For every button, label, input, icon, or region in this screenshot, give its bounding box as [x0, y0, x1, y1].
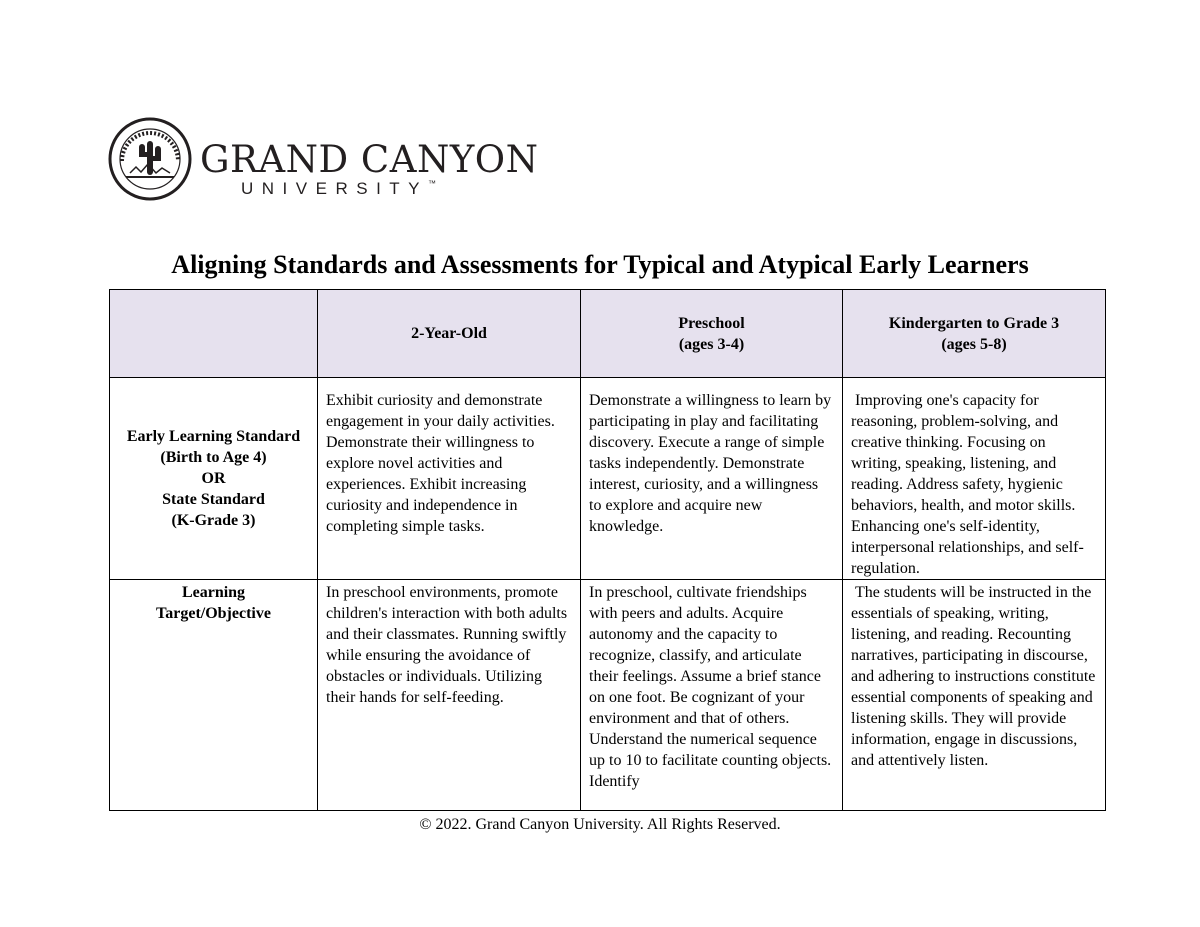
- cell-objective-kindergarten: [843, 580, 1106, 811]
- row-label-line: Early Learning Standard: [126, 428, 301, 445]
- cell-objective-2-year-old: [318, 580, 581, 811]
- table-row: [110, 378, 1106, 580]
- row-label-standard: [110, 378, 318, 580]
- cell-standard-2-year-old: [318, 378, 581, 580]
- header-preschool: [581, 290, 843, 378]
- header-preschool-label: Preschool: [678, 314, 745, 332]
- cell-text: The students will be instructed in the essentials of speaking, writing, listening, and reading. Recounting narratives, participating in discourse, and adhering to instructions constitute essential components of speaking and listening skills. They will provide information, engage in discussions, and attentively listen.: [851, 584, 1100, 769]
- gcu-logo: [108, 117, 539, 202]
- page-title: Aligning Standards and Assessments for Typical and Atypical Early Learners: [171, 250, 1029, 279]
- header-kindergarten-ages: (ages 5-8): [941, 335, 1007, 353]
- cell-standard-kindergarten: [843, 378, 1106, 580]
- cell-standard-preschool: [581, 378, 843, 580]
- logo-university-text: UNIVERSITY: [241, 179, 429, 198]
- cell-objective-preschool: [581, 580, 843, 811]
- cell-text: Improving one's capacity for reasoning, problem-solving, and creative thinking. Focusing on writing, speaking, listening, and reading. Address safety, hygienic behaviors, health, and motor skills. Enhancing one's self-identity, interpersonal relationships, and self-regulation.: [851, 392, 1084, 577]
- header-kindergarten-label: Kindergarten to Grade 3: [888, 314, 1060, 332]
- row-label-line: State Standard: [162, 491, 265, 508]
- trademark-symbol: ™: [428, 179, 437, 188]
- cell-text: In preschool environments, promote children's interaction with both adults and their classmates. Running swiftly while ensuring the avoidance of obstacles or individuals. Utilizing their hands for self-feeding.: [326, 584, 568, 706]
- row-label-line: (K-Grade 3): [171, 512, 256, 529]
- header-preschool-ages: (ages 3-4): [678, 335, 745, 353]
- row-label-line: Learning: [181, 584, 246, 601]
- row-label-objective: [110, 580, 318, 811]
- logo-subtitle: [241, 179, 436, 199]
- cell-text: Demonstrate a willingness to learn by participating in play and facilitating discovery. Execute a range of simple tasks independently. Demonstrate interest, curiosity, and a willingness to explore and acquire new knowledge.: [589, 392, 832, 535]
- copyright-footer: © 2022. Grand Canyon University. All Rights Reserved.: [419, 816, 781, 833]
- header-2-year-old: [318, 290, 581, 378]
- logo-wordmark: GRAND CANYON: [200, 138, 539, 181]
- row-label-line: OR: [201, 470, 226, 487]
- header-empty-cell: [110, 290, 318, 378]
- header-kindergarten: [843, 290, 1106, 378]
- header-2-year-old-label: 2-Year-Old: [411, 325, 487, 342]
- cell-text: In preschool, cultivate friendships with peers and adults. Acquire autonomy and the capacity to recognize, classify, and articulate their feelings. Assume a brief stance on one foot. Be cognizant of your environment and that of others. Understand the numerical sequence up to 10 to facilitate counting objects. Identify: [589, 584, 832, 790]
- university-seal-icon: [108, 117, 192, 201]
- cell-text: Exhibit curiosity and demonstrate engagement in your daily activities. Demonstrate their willingness to explore novel activities and experiences. Exhibit increasing curiosity and independence in completing simple tasks.: [326, 392, 555, 535]
- standards-table: [109, 289, 1106, 811]
- table-row: [110, 580, 1106, 811]
- table-header-row: [110, 290, 1106, 378]
- row-label-line: (Birth to Age 4): [160, 449, 267, 466]
- row-label-line: Target/Objective: [156, 605, 271, 622]
